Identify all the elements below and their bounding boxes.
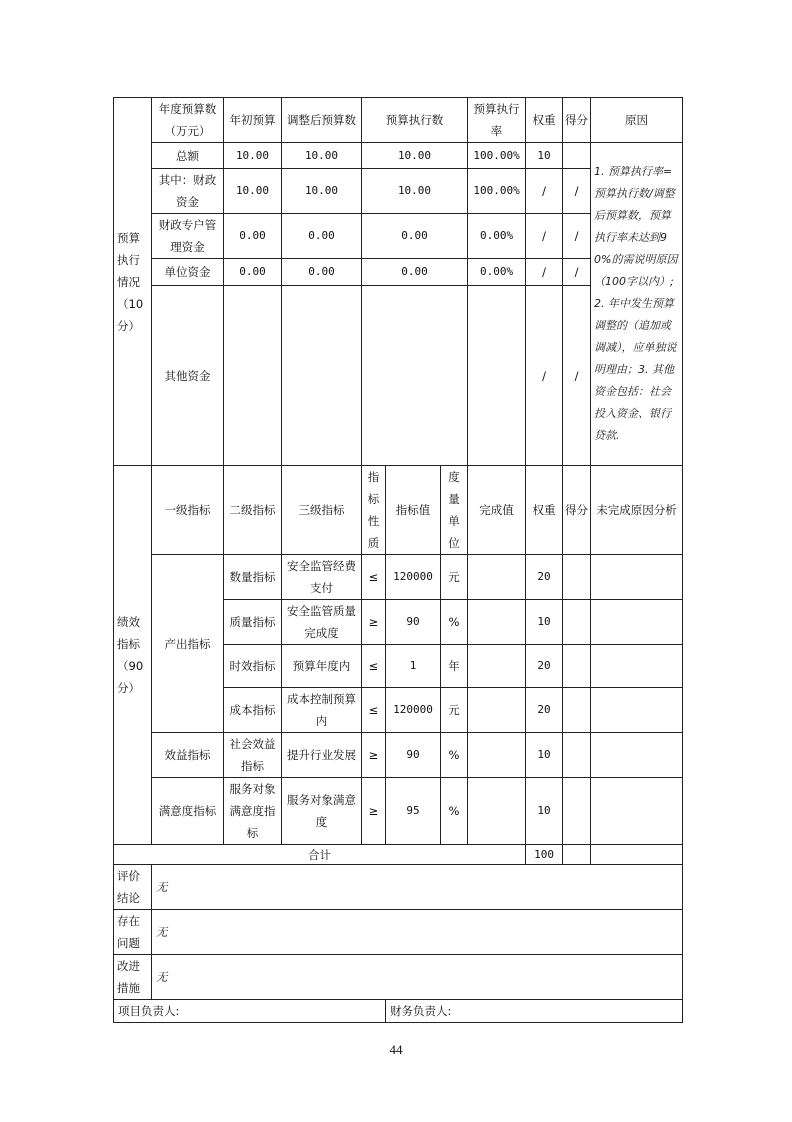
header-cell: 指标值 xyxy=(386,466,441,555)
score: / xyxy=(563,214,591,259)
reason xyxy=(591,688,683,733)
level3-indicator: 安全监管质量完成度 xyxy=(282,600,362,645)
finance-lead-label: 财务负责人: xyxy=(386,1000,683,1023)
total-label: 合计 xyxy=(114,845,526,865)
header-cell: 得分 xyxy=(563,98,591,143)
unit: % xyxy=(441,733,468,778)
indicator-row xyxy=(114,778,683,845)
evaluation-label: 改进措施 xyxy=(114,955,152,1000)
row-label: 其他资金 xyxy=(152,286,224,466)
execution-rate: 100.00% xyxy=(468,143,526,169)
header-cell: 原因 xyxy=(591,98,683,143)
indicator-value: 120000 xyxy=(386,555,441,600)
header-cell: 度量单位 xyxy=(441,466,468,555)
weight: / xyxy=(526,169,563,214)
execution-rate: 0.00% xyxy=(468,214,526,259)
header-cell: 权重 xyxy=(526,98,563,143)
indicator-operator: ≤ xyxy=(362,555,386,600)
group-label: 效益指标 xyxy=(152,733,224,778)
adjusted-budget: 10.00 xyxy=(282,143,362,169)
reason xyxy=(591,600,683,645)
header-cell: 完成值 xyxy=(468,466,526,555)
page-number: 44 xyxy=(389,1042,403,1057)
unit: % xyxy=(441,600,468,645)
header-cell: 指标性质 xyxy=(362,466,386,555)
reason xyxy=(591,645,683,688)
header-cell: 年初预算 xyxy=(224,98,282,143)
group-label: 满意度指标 xyxy=(152,778,224,845)
completed-value xyxy=(468,778,526,845)
reason xyxy=(591,778,683,845)
unit: 元 xyxy=(441,688,468,733)
initial-budget: 0.00 xyxy=(224,214,282,259)
completed-value xyxy=(468,555,526,600)
performance-header-row xyxy=(114,466,683,555)
execution-rate xyxy=(468,286,526,466)
executed-budget xyxy=(362,286,468,466)
executed-budget: 10.00 xyxy=(362,169,468,214)
performance-evaluation-table xyxy=(113,97,683,1023)
executed-budget: 0.00 xyxy=(362,259,468,286)
execution-rate: 100.00% xyxy=(468,169,526,214)
level3-indicator: 预算年度内 xyxy=(282,645,362,688)
row-label: 其中：财政资金 xyxy=(152,169,224,214)
weight: 10 xyxy=(526,143,563,169)
row-label: 单位资金 xyxy=(152,259,224,286)
initial-budget xyxy=(224,286,282,466)
weight: 20 xyxy=(526,688,563,733)
adjusted-budget: 0.00 xyxy=(282,214,362,259)
adjusted-budget: 0.00 xyxy=(282,259,362,286)
score: / xyxy=(563,169,591,214)
level2-indicator: 数量指标 xyxy=(224,555,282,600)
level3-indicator: 成本控制预算内 xyxy=(282,688,362,733)
reason xyxy=(591,555,683,600)
row-label: 总额 xyxy=(152,143,224,169)
completed-value xyxy=(468,688,526,733)
header-cell: 得分 xyxy=(563,466,591,555)
completed-value xyxy=(468,733,526,778)
indicator-operator: ≤ xyxy=(362,688,386,733)
evaluation-row xyxy=(114,865,683,910)
indicator-operator: ≤ xyxy=(362,645,386,688)
weight: 10 xyxy=(526,733,563,778)
indicator-value: 90 xyxy=(386,600,441,645)
weight: 10 xyxy=(526,600,563,645)
score: / xyxy=(563,259,591,286)
score xyxy=(563,688,591,733)
score: / xyxy=(563,286,591,466)
group-label: 产出指标 xyxy=(152,555,224,733)
adjusted-budget: 10.00 xyxy=(282,169,362,214)
header-cell: 一级指标 xyxy=(152,466,224,555)
level3-indicator: 提升行业发展 xyxy=(282,733,362,778)
weight: 20 xyxy=(526,555,563,600)
weight: 20 xyxy=(526,645,563,688)
indicator-value: 120000 xyxy=(386,688,441,733)
level2-indicator: 时效指标 xyxy=(224,645,282,688)
header-cell: 调整后预算数 xyxy=(282,98,362,143)
total-row xyxy=(114,845,683,865)
evaluation-label: 评价结论 xyxy=(114,865,152,910)
header-cell: 年度预算数（万元） xyxy=(152,98,224,143)
adjusted-budget xyxy=(282,286,362,466)
header-cell: 预算执行数 xyxy=(362,98,468,143)
evaluation-row xyxy=(114,910,683,955)
indicator-row xyxy=(114,733,683,778)
performance-section-label: 绩效指标（90分） xyxy=(114,466,152,845)
indicator-row xyxy=(114,555,683,600)
signer-row xyxy=(114,1000,683,1023)
reason-note: 1. 预算执行率=预算执行数/调整后预算数，预算执行率未达到90%的需说明原因（100字以内）;2. 年中发生预算调整的（追加或调减），应单独说明理由；3. 其他资金包括：社会投入资金、银行贷款. xyxy=(591,143,683,466)
evaluation-value: 无 xyxy=(152,910,683,955)
evaluation-value: 无 xyxy=(152,865,683,910)
indicator-value: 95 xyxy=(386,778,441,845)
score xyxy=(563,143,591,169)
weight: / xyxy=(526,286,563,466)
total-weight: 100 xyxy=(526,845,563,865)
header-cell: 二级指标 xyxy=(224,466,282,555)
level2-indicator: 质量指标 xyxy=(224,600,282,645)
score xyxy=(563,600,591,645)
budget-header-row xyxy=(114,98,683,143)
row-label: 财政专户管理资金 xyxy=(152,214,224,259)
level2-indicator: 社会效益指标 xyxy=(224,733,282,778)
unit: 元 xyxy=(441,555,468,600)
budget-section-label: 预算执行情况（10分） xyxy=(114,98,152,466)
reason xyxy=(591,733,683,778)
level2-indicator: 成本指标 xyxy=(224,688,282,733)
initial-budget: 10.00 xyxy=(224,143,282,169)
indicator-operator: ≥ xyxy=(362,778,386,845)
weight: / xyxy=(526,214,563,259)
unit: % xyxy=(441,778,468,845)
score xyxy=(563,645,591,688)
evaluation-row xyxy=(114,955,683,1000)
weight: / xyxy=(526,259,563,286)
executed-budget: 10.00 xyxy=(362,143,468,169)
completed-value xyxy=(468,600,526,645)
indicator-operator: ≥ xyxy=(362,600,386,645)
budget-row xyxy=(114,143,683,169)
evaluation-label: 存在问题 xyxy=(114,910,152,955)
level2-indicator: 服务对象满意度指标 xyxy=(224,778,282,845)
header-cell: 权重 xyxy=(526,466,563,555)
level3-indicator: 服务对象满意度 xyxy=(282,778,362,845)
header-cell: 未完成原因分析 xyxy=(591,466,683,555)
unit: 年 xyxy=(441,645,468,688)
score xyxy=(563,555,591,600)
completed-value xyxy=(468,645,526,688)
header-cell: 预算执行率 xyxy=(468,98,526,143)
initial-budget: 0.00 xyxy=(224,259,282,286)
evaluation-value: 无 xyxy=(152,955,683,1000)
total-score xyxy=(563,845,591,865)
initial-budget: 10.00 xyxy=(224,169,282,214)
level3-indicator: 安全监管经费支付 xyxy=(282,555,362,600)
execution-rate: 0.00% xyxy=(468,259,526,286)
score xyxy=(563,733,591,778)
executed-budget: 0.00 xyxy=(362,214,468,259)
indicator-operator: ≥ xyxy=(362,733,386,778)
total-reason xyxy=(591,845,683,865)
header-cell: 三级指标 xyxy=(282,466,362,555)
score xyxy=(563,778,591,845)
project-lead-label: 项目负责人: xyxy=(114,1000,386,1023)
weight: 10 xyxy=(526,778,563,845)
indicator-value: 90 xyxy=(386,733,441,778)
indicator-value: 1 xyxy=(386,645,441,688)
